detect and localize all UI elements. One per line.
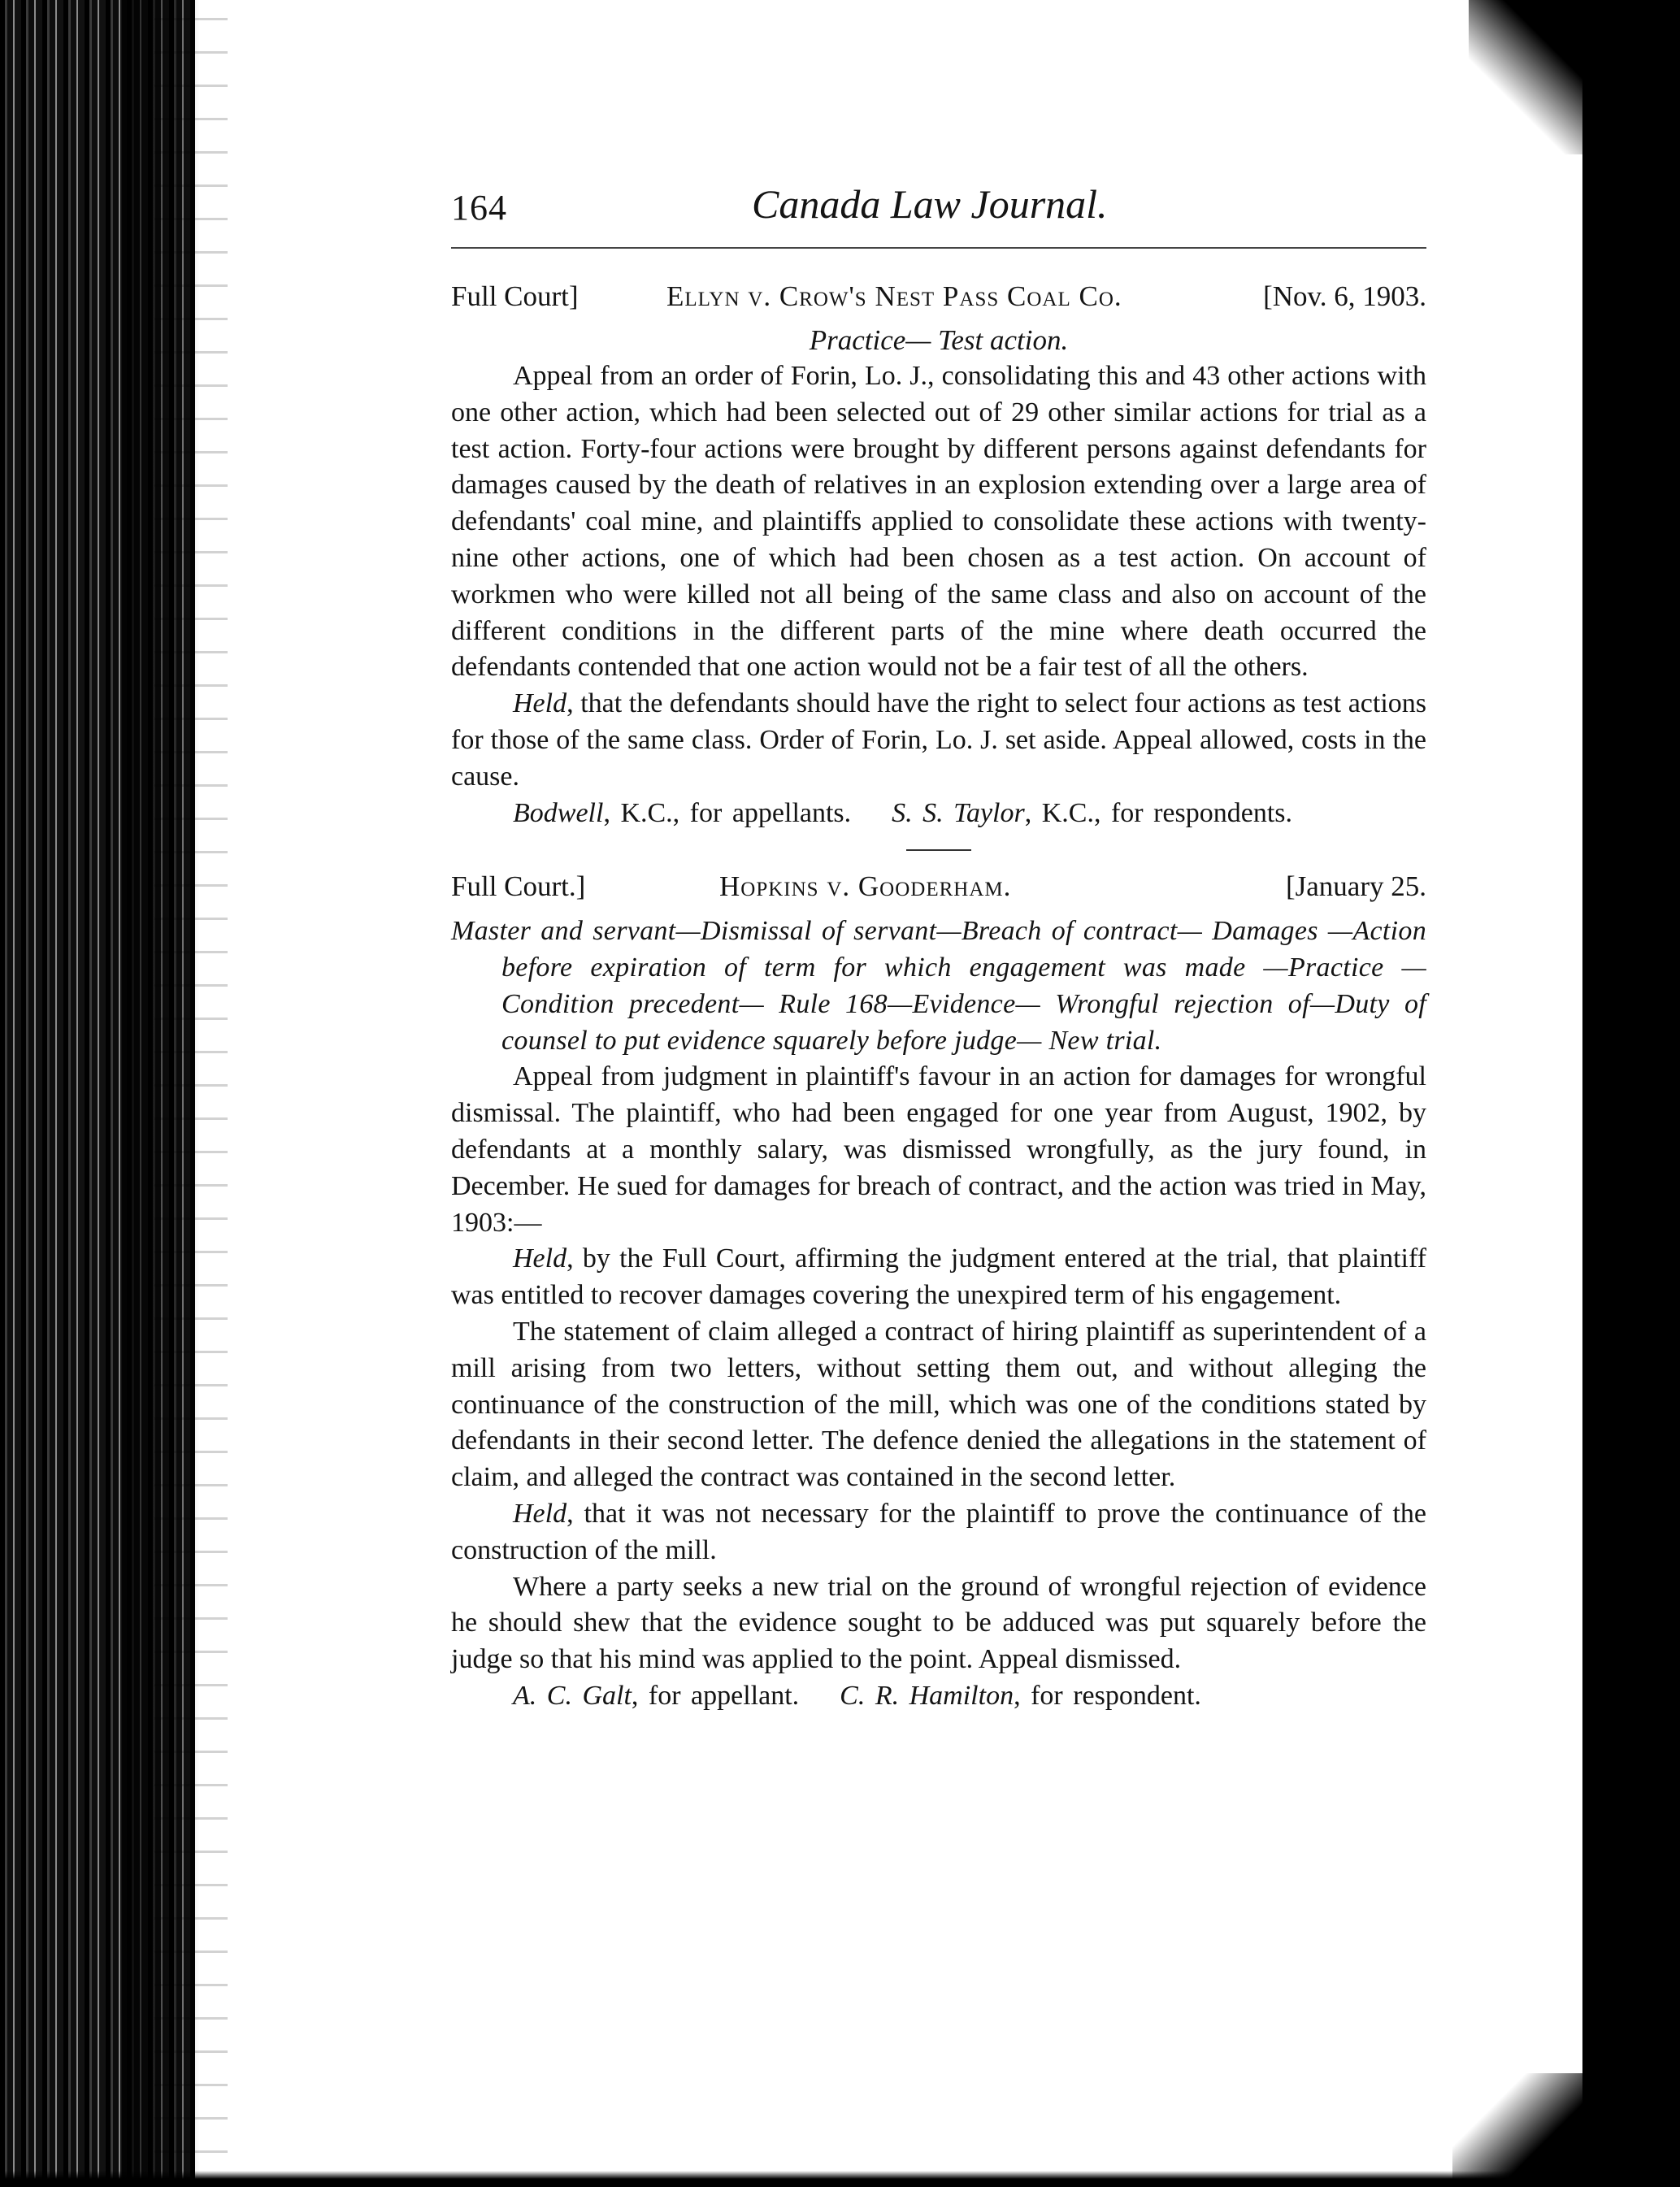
case-hopkins [451, 870, 1426, 1714]
case-paragraph: The statement of claim alleged a contract of hiring plaintiff as superintendent of a mill arising from two letters, without setting them out, and without alleging the continuance of the construction of the mill, which was one of the conditions stated by defendants in their second letter. The defence denied the allegations in the statement of claim, and alleged the contract was contained in the second letter. [451, 1316, 1426, 1493]
case-catchwords: Master and servant—Dismissal of servant—Breach of contract— Damages —Action before expiration of term for which engagement was made —Practice — Condition precedent— Rule 168—Evidence— Wrongful rejection of—Duty of counsel to put evidence squarely before judge— New trial. [451, 916, 1426, 1057]
held-text: , that it was not necessary for the plaintiff to prove the continuance of the construction of the mill. [451, 1498, 1426, 1565]
respondent-counsel-text: , for respondent. [1014, 1680, 1201, 1711]
respondent-counsel-name: C. R. Hamilton [840, 1680, 1014, 1711]
held-label: Held [513, 1243, 567, 1274]
page-number: 164 [451, 188, 507, 228]
appellant-counsel-text: , for appellant. [631, 1680, 800, 1711]
appellant-counsel-text: , K.C., for appellants. [603, 797, 852, 828]
case-title: Hopkins v. Gooderham. [719, 870, 1012, 903]
court-label: Full Court.] [451, 870, 586, 903]
case-title: Ellyn v. Crow's Nest Pass Coal Co. [666, 280, 1122, 312]
running-head [451, 179, 1426, 244]
case-date: [January 25. [1285, 870, 1426, 903]
case-date: [Nov. 6, 1903. [1263, 280, 1426, 312]
counsel-line [451, 796, 1426, 832]
journal-title: Canada Law Journal. [752, 181, 1108, 227]
held-text: , that the defendants should have the right to select four actions as test actions for those of the same class. Order of Forin, Lo. J. set aside. Appeal allowed, costs in the cause. [451, 688, 1426, 792]
case-divider [906, 849, 971, 851]
scan-top-right-corner [1469, 0, 1631, 154]
held-paragraph [451, 686, 1426, 795]
scan-bottom-right-corner [1452, 2073, 1631, 2187]
case-ellyn [451, 280, 1426, 831]
appellant-counsel-name: Bodwell [513, 797, 604, 828]
scan-bottom-edge [0, 2171, 1680, 2187]
case-subject: Practice— Test action. [809, 324, 1069, 356]
scan-left-speckle [154, 0, 228, 2187]
respondent-counsel-text: , K.C., for respondents. [1024, 797, 1293, 828]
case-heading [451, 280, 1426, 323]
held-label: Held [513, 1498, 567, 1529]
held-paragraph [451, 1496, 1426, 1569]
respondent-counsel-name: S. S. Taylor [892, 797, 1025, 828]
held-text: , by the Full Court, affirming the judgment entered at the trial, that plaintiff was entitled to recover damages covering the unexpired term of his engagement. [451, 1243, 1426, 1311]
court-label: Full Court] [451, 280, 579, 312]
case-heading [451, 870, 1426, 913]
scan-right-edge [1582, 0, 1680, 2187]
case-paragraph: Where a party seeks a new trial on the ground of wrongful rejection of evidence he should shew that the evidence sought to be adduced was put squarely before the judge so that his mind was applied to the point. Appeal dismissed. [451, 1571, 1426, 1675]
appellant-counsel-name: A. C. Galt [513, 1680, 632, 1711]
case-paragraph: Appeal from an order of Forin, Lo. J., consolidating this and 43 other actions with one other action, which had been selected out of 29 other similar actions for trial as a test action. Forty-four actions were brought by different persons against defendants for damages caused by the death of relatives in an explosion extending over a large area of defendants' coal mine, and plaintiffs applied to consolidate these actions with twenty-nine other actions, one of which had been chosen as a test action. On account of workmen who were killed not all being of the same class and also on account of the different conditions in the different parts of the mine where death occurred the defendants contended that one action would not be a fair test of all the others. [451, 361, 1426, 683]
held-paragraph [451, 1241, 1426, 1314]
counsel-line [451, 1678, 1426, 1715]
case-paragraph: Appeal from judgment in plaintiff's favour in an action for damages for wrongful dismissal. The plaintiff, who had been engaged for one year from August, 1902, by defendants at a monthly salary, was dismissed wrongfully, as the jury found, in December. He sued for damages for breach of contract, and the action was tried in May, 1903:— [451, 1061, 1426, 1238]
header-rule [451, 247, 1426, 249]
held-label: Held [513, 688, 567, 719]
journal-page [451, 179, 1426, 1715]
